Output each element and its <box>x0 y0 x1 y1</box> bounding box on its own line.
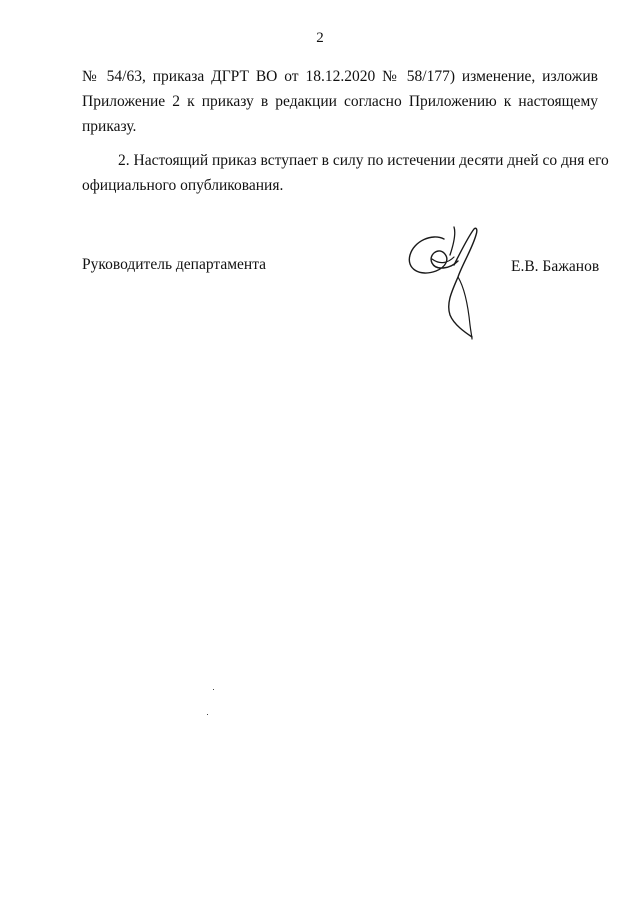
paragraph-line: Приложение 2 к приказу в редакции согласно Приложению к настоящему <box>82 93 598 110</box>
signatory-name: Е.В. Бажанов <box>511 258 600 275</box>
signatory-title: Руководитель департамента <box>82 256 267 273</box>
scan-speck <box>213 689 214 690</box>
paragraph-effective-date <box>82 148 609 198</box>
paragraph-line: официального опубликования. <box>82 177 284 194</box>
page-number: 2 <box>316 30 324 46</box>
paragraph-line: 2. Настоящий приказ вступает в силу по истечении десяти дней со дня его <box>118 152 609 169</box>
scan-speck <box>207 714 208 715</box>
paragraph-amendment <box>82 64 598 139</box>
paragraph-line: приказу. <box>82 118 137 135</box>
paragraph-line: № 54/63, приказа ДГРТ ВО от 18.12.2020 № 58/177) изменение, изложив <box>82 68 598 85</box>
signature-icon <box>402 225 492 343</box>
